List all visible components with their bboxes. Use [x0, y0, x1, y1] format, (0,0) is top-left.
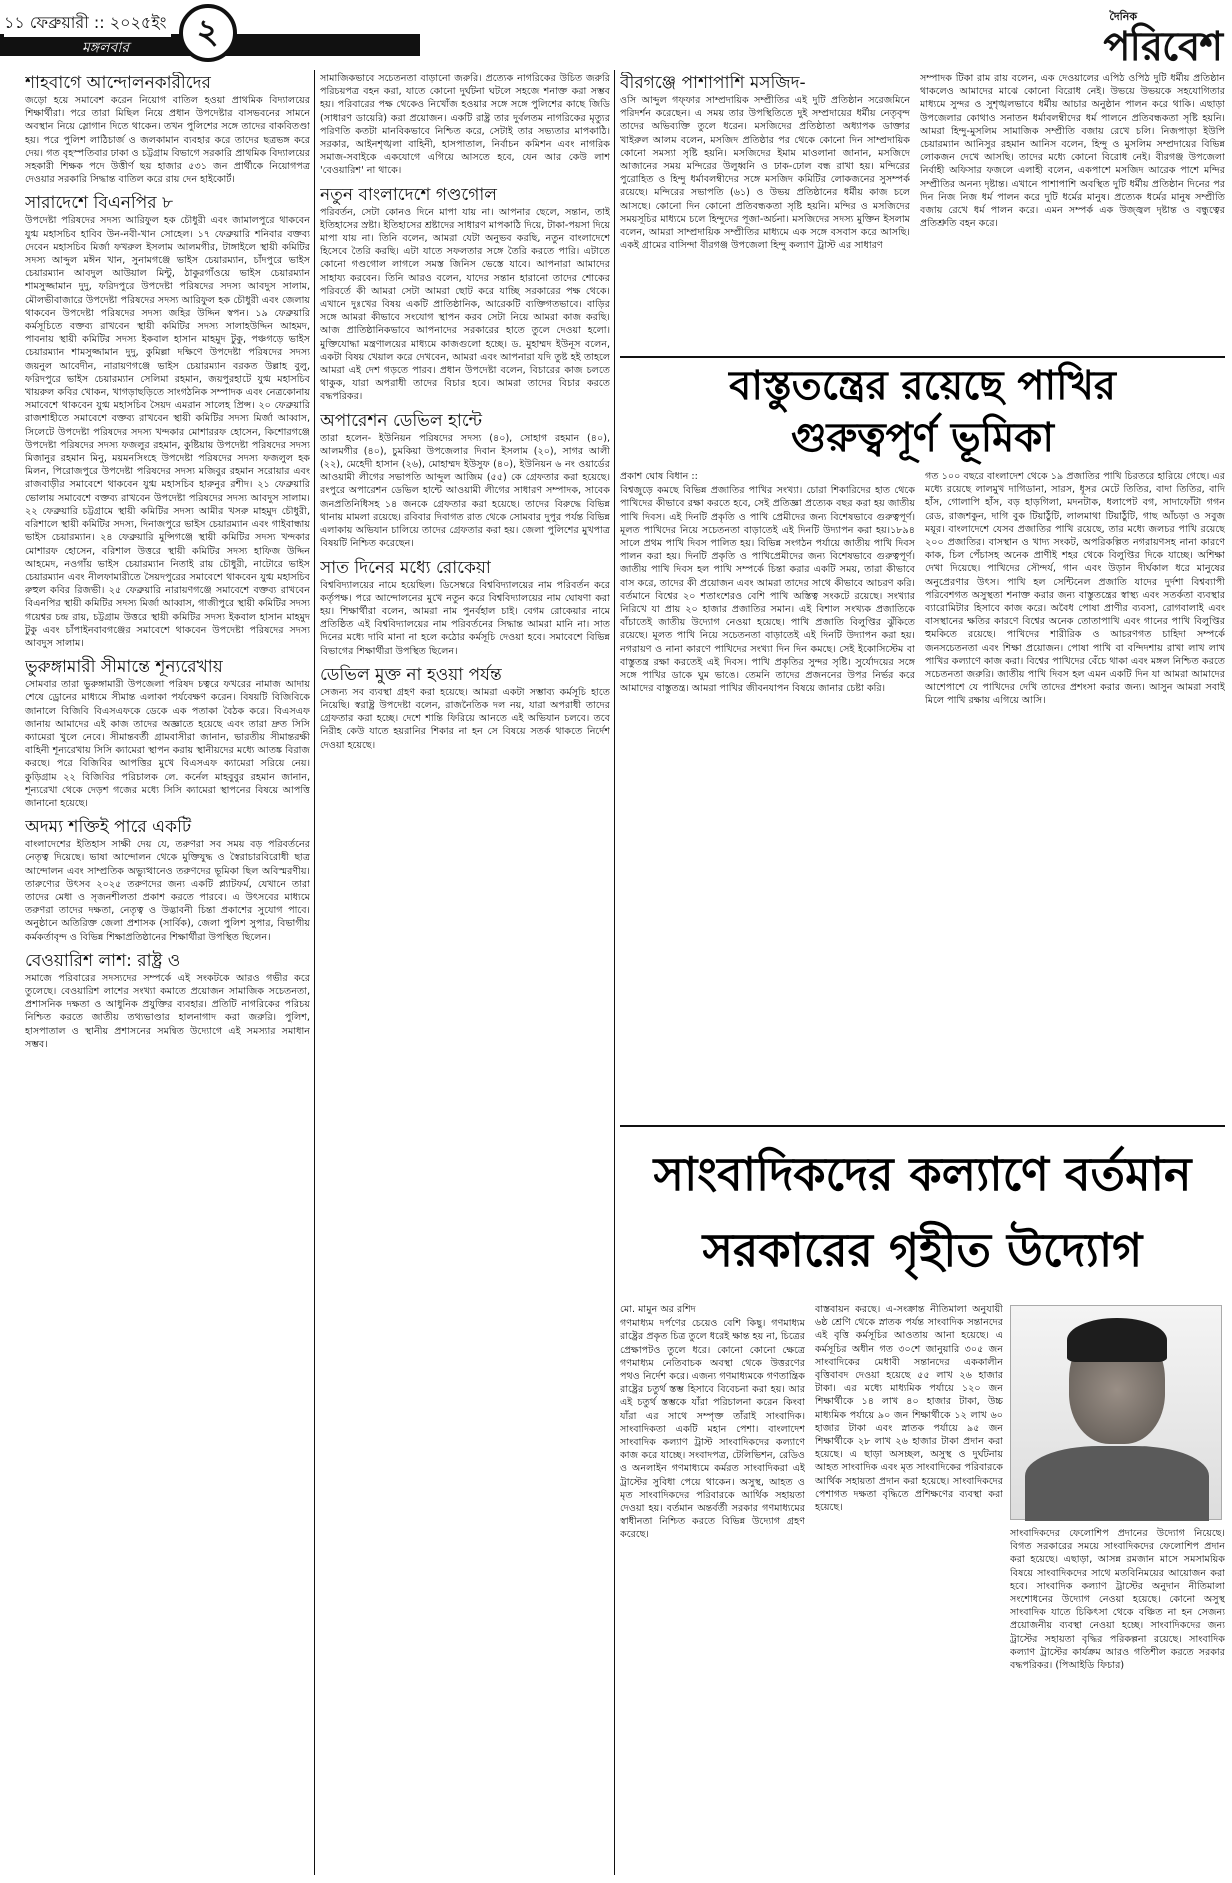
- section-rule: [620, 1125, 1225, 1127]
- journalist-col-c: [1010, 1527, 1225, 1877]
- article-title: অপারেশন ডেভিল হান্টে: [320, 410, 483, 431]
- article-text: সোমবার তারা ভুরুঙ্গামারী উপজেলা পরিষদ চত্বরে ফখরের নামাজ আদায় শেষে ড্রোনের মাধ্যমে সীমান্ত এলাকা পর্যবেক্ষণ করেন। বিষয়টি বিজিবিকে জানালে বিজিবি বিএসএফকে ডেকে এক পতাকা বৈঠক করে। বিএসএফ জানায় আমাদের এই কাজ তাদের অজ্ঞাতে হয়েছে এবং তারা দ্রুত সিসি ক্যামেরা খুলে নেবে। সীমান্তবর্তী গ্রামবাসীরা জানান, ভারতীয় সীমান্তরক্ষী বাহিনী শূন্যরেখায় সিসি ক্যামেরা স্থাপন করায় স্থানীয়দের মধ্যে আতঙ্ক বিরাজ করছে। পরে বিজিবির আপত্তির মুখে বিএসএফ ক্যামেরা সরিয়ে নেয়। কুড়িগ্রাম ২২ বিজিবির পরিচালক লে. কর্নেল মাহবুবুর রহমান জানান, শূন্যরেখা থেকে দেড়শ গজের মধ্যে সিসি ক্যামেরা স্থাপনের বিষয়ে আপত্তি জানানো হয়েছে।: [25, 679, 310, 809]
- section-rule: [620, 356, 1225, 358]
- article-title: অদম্য শক্তিই পারে একটি: [25, 817, 192, 838]
- article-text: উপদেষ্টা পরিষদের সদস্য আরিফুল হক চৌধুরী এবং জামালপুরে থাকবেন যুগ্ম মহাসচিব হাবিব উন-নবী-খান সোহেল। ১৭ ফেব্রুয়ারি শনিবার বক্তব্য দেবেন মহাসচিব মির্জা ফখরুল ইসলাম আলমগীর, টাঙ্গাইলে স্থায়ী কমিটির সদস্য আব্দুল মঈন খান, সুনামগঞ্জে ভাইস চেয়ারম্যান, চাঁদপুরে ভাইস চেয়ারম্যান আবদুল আউয়াল মিন্টু, ঠাকুরগাঁওয়ে ভাইস চেয়ারম্যান শামসুজ্জামান দুদু, ফরিদপুরে উপদেষ্টা পরিষদের সদস্য আবদুস সালাম, মৌলভীবাজারে উপদেষ্টা পরিষদের সদস্য আরিফুল হক চৌধুরী এবং জেলায় থাকবেন উপদেষ্টা পরিষদের সদস্য জহির উদ্দিন স্বপন। ১৯ ফেব্রুয়ারি কর্মসূচিতে বক্তব্য রাখবেন স্থায়ী কমিটির সদস্য সালাহউদ্দিন আহমদ, পাবনায় স্থায়ী কমিটির সদস্য ইকবাল হাসান মাহমুদ টুকু, পঞ্চগড়ে ভাইস চেয়ারম্যান শামসুজ্জামান দুদু, কুমিল্লা দক্ষিণে উপদেষ্টা পরিষদের সদস্য জয়নুল আবেদীন, নারায়ণগঞ্জে ভাইস চেয়ারম্যান বরকত উল্লাহ বুলু, ফরিদপুরে ভাইস চেয়ারম্যান সেলিমা রহমান, জয়পুরহাটে যুগ্ম মহাসচিব খায়রুল কবির খোকন, খাগড়াছড়িতে সাংগঠনিক সম্পাদক এবং নেত্রকোনায় সমাবেশে থাকবেন যুগ্ম মহাসচিব সৈয়দ এমরান সালেহ প্রিন্স। ২০ ফেব্রুয়ারি রাজশাহীতে সমাবেশে বক্তব্য রাখবেন স্থায়ী কমিটির সদস্য মির্জা আব্বাস, সিলেটে উপদেষ্টা পরিষদের সদস্য খন্দকার মোশাররফ হোসেন, কিশোরগঞ্জে উপদেষ্টা পরিষদের সদস্য ফজলুর রহমান, কুষ্টিয়ায় উপদেষ্টা পরিষদের সদস্য মিজানুর রহমান মিনু, ময়মনসিংহে উপদেষ্টা পরিষদের সদস্য ফজলুল হক মিলন, পিরোজপুরে উপদেষ্টা পরিষদের সদস্য মজিবুর রহমান সরোয়ার এবং রাজবাড়ীর সমাবেশে থাকবেন যুগ্ম মহাসচিব হারুনুর রশীদ। ২১ ফেব্রুয়ারি ভোলায় সমাবেশে বক্তব্য রাখবেন উপদেষ্টা পরিষদের সদস্য আবদুস সালাম। ২২ ফেব্রুয়ারি চট্টগ্রামে স্থায়ী কমিটির সদস্য আমীর খসরু মাহমুদ চৌধুরী, বরিশালে স্থায়ী কমিটির সদস্য, দিনাজপুরে ভাইস চেয়ারম্যান এবং গাইবান্ধায় ভাইস চেয়ারম্যান। ২৪ ফেব্রুয়ারি মুন্সিগঞ্জে স্থায়ী কমিটির সদস্য খন্দকার মোশারফ হোসেন, বরিশাল উত্তরে স্থায়ী কমিটির সদস্য হাফিজ উদ্দিন আহমেদ, নওগাঁয় ভাইস চেয়ারম্যান নিতাই রায় চৌধুরী, নাটোরে ভাইস চেয়ারম্যান এবং নীলফামারীতে সৈয়দপুরের সমাবেশে থাকবেন যুগ্ম মহাসচিব রুহুল কবির রিজভী। ২৫ ফেব্রুয়ারি নারায়ণগঞ্জে সমাবেশে বক্তব্য রাখবেন বিএনপির স্থায়ী কমিটির সদস্য মির্জা আব্বাস, গাজীপুরে স্থায়ী কমিটির সদস্য গয়েশ্বর চন্দ্র রায়, চট্টগ্রাম উত্তরে স্থায়ী কমিটির সদস্য ইকবাল হাসান মাহমুদ টুকু এবং চাঁপাইনবাবগঞ্জের সমাবেশে থাকবেন উপদেষ্টা পরিষদের সদস্য আবদুস সালাম।: [25, 215, 310, 649]
- weekday-bar: মঙ্গলবার: [0, 34, 420, 56]
- photo-hair: [1067, 1318, 1167, 1362]
- article-text: বাংলাদেশের ইতিহাস সাক্ষী দেয় যে, তরুণরা সব সময় বড় পরিবর্তনের নেতৃত্ব দিয়েছে। ভাষা আন্দোলন থেকে মুক্তিযুদ্ধ ও স্বৈরাচারবিরোধী ছাত্র আন্দোলন এবং সাম্প্রতিক অভ্যুত্থানেও তরুণদের ভূমিকা ছিল অবিস্মরণীয়। তারুণ্যের উৎসব ২০২৫ তরুণদের জন্য একটি প্ল্যাটফর্ম, যেখানে তারা তাদের মেধা ও সৃজনশীলতা প্রকাশ করতে পারবে। এ উৎসবের মাধ্যমে তরুণরা তাদের দক্ষতা, নেতৃত্ব ও উদ্ভাবনী চিন্তা প্রকাশের সুযোগ পাবে। অনুষ্ঠানে অতিরিক্ত জেলা প্রশাসক (সার্বিক), জেলা পুলিশ সুপার, বিভাগীয় কর্মকর্তাবৃন্দ ও বিভিন্ন শিক্ষাপ্রতিষ্ঠানের শিক্ষার্থীরা উপস্থিত ছিলেন।: [25, 839, 310, 943]
- byline: প্রকাশ ঘোষ বিধান ::: [620, 471, 698, 482]
- article-title: ভুরুঙ্গামারী সীমান্তে শূন্যরেখায়: [25, 657, 223, 678]
- logo-big: পরিবেশ: [1103, 24, 1222, 70]
- article-text: সমাজে পরিবারের সদস্যদের সম্পর্কে এই সংকটকে আরও গভীর করে তুলেছে। বেওয়ারিশ লাশের সংখ্যা কমাতে প্রয়োজন সামাজিক সচেতনতা, প্রশাসনিক দক্ষতা ও আধুনিক প্রযুক্তির ব্যবহার। প্রতিটি নাগরিকের পরিচয় নিশ্চিত করতে জাতীয় তথ্যভাণ্ডার হালনাগাদ করা জরুরি। পুলিশ, হাসপাতাল ও স্থানীয় প্রশাসনের সমন্বিত উদ্যোগে এই সমস্যার সমাধান সম্ভব।: [25, 972, 310, 1050]
- mosque-article-continued: [920, 72, 1225, 352]
- column-2: [320, 72, 610, 1877]
- article-title: সারাদেশে বিএনপির ৮: [25, 193, 174, 214]
- article-title: ডেভিল মুক্ত না হওয়া পর্যন্ত: [320, 664, 502, 685]
- journalist-headline-2: সরকারের গৃহীত উদ্যোগ: [702, 1223, 1143, 1277]
- article-text: বিশ্বজুড়ে কমছে বিভিন্ন প্রজাতির পাখির সংখ্যা। চোরা শিকারিদের হাত থেকে পাখিদের কীভাবে রক্ষা করতে হবে, সেই প্রতিজ্ঞা প্রত্যেক বছর করা হয় জাতীয় পাখি দিবস। এই দিনটি প্রকৃতি ও পাখি প্রেমীদের জন্য বিশেষভাবে গুরুত্বপূর্ণ। মূলত পাখিদের নিয়ে সচেতনতা বাড়াতেই এই দিনটি উদ্যাপন করা হয়।১৮৯৪ সালে প্রথম পাখি দিবস পালিত হয়। বিভিন্ন সংগঠন পর্যায়ে জাতীয় পাখি দিবস পালন করা হয়। দিনটি প্রকৃতি ও পাখিপ্রেমীদের জন্য বিশেষভাবে গুরুত্বপূর্ণ। জাতীয় পাখি দিবস হল পাখি সম্পর্কে চিন্তা করার একটি সময়, তারা কীভাবে বাস করে, তাদের কী প্রয়োজন এবং আমরা তাদের সাথে কীভাবে আচরণ করি। বর্তমানে বিশ্বের ২০ শতাংশেরও বেশি পাখি অস্তিত্ব সংকটে রয়েছে। সংখ্যার নিরিখে যা প্রায় ২০ হাজার প্রজাতির সমান। এই বিশাল সংখ্যক প্রজাতিকে বাঁচাতেই জাতীয় উদ্যোগ নেওয়া হয়েছে। পাখি প্রজাতি বিলুপ্তির ঝুঁকিতে রয়েছে। মূলত পাখি নিয়ে সচেতনতা বাড়াতেই এই দিনটি উদ্যাপন করা হয়। নগরায়ণ ও নানা কারণে পাখিদের সংখ্যা দিন দিন কমছে। সেই ইকোসিস্টেম বা বাস্তুতন্ত্র রক্ষা করতেই এই দিবস। পাখি প্রকৃতির সুন্দর সৃষ্টি। সুর্যোদয়ের সঙ্গে সঙ্গে পাখির ডাকে ঘুম ভাঙে। তেমনি তাদের প্রজননের উপর নির্ভর করে আমাদের বাস্তুতন্ত্র। আমরা পাখির জীবনযাপন বিষয়ে জানার চেষ্টা করি।: [620, 485, 915, 695]
- journalist-col-a: [620, 1303, 805, 1878]
- article-title: নতুন বাংলাদেশে গণ্ডগোল: [320, 184, 497, 205]
- journalist-headline: [620, 1136, 1225, 1288]
- article-text: বাস্তবায়ন করছে। এ-সংক্রান্ত নীতিমালা অনুযায়ী ৬ষ্ঠ শ্রেণি থেকে স্নাতক পর্যন্ত সাংবাদিক সন্তানদের এই বৃত্তি কর্মসূচির আওতায় আনা হয়েছে। এ কর্মসূচির অধীন গত ৩০শে জানুয়ারি ৩০৫ জন সাংবাদিকের মেধাবী সন্তানদের এককালীন বৃত্তিবাবদ দেওয়া হয়েছে ৫৫ লাখ ২৬ হাজার টাকা। এর মধ্যে মাধ্যমিক পর্যায়ে ১২০ জন শিক্ষার্থীকে ১৪ লাখ ৪০ হাজার টাকা, উচ্চ মাধ্যমিক পর্যায়ে ৯০ জন শিক্ষার্থীকে ১২ লাখ ৬০ হাজার টাকা এবং স্নাতক পর্যায়ে ৯৫ জন শিক্ষার্থীকে ২৮ লাখ ২৬ হাজার টাকা প্রদান করা হয়েছে। এ ছাড়া অসচ্ছল, অসুস্থ ও দুর্ঘটনায় আহত সাংবাদিক এবং মৃত সাংবাদিকের পরিবারকে আর্থিক সহায়তা প্রদান করা হয়েছে। সাংবাদিকদের পেশাগত দক্ষতা বৃদ্ধিতে প্রশিক্ষণের ব্যবস্থা করা হয়েছে।: [815, 1304, 1003, 1514]
- page-number: ২: [179, 4, 237, 62]
- article-text: সম্পাদক টিকা রাম রায় বলেন, এক দেওয়ালের এপিঠ ওপিঠ দুটি ধর্মীয় প্রতিষ্ঠান থাকলেও আমাদের মাঝে কোনো বিরোধ নেই। উভয়ে উভয়কে সহযোগিতার মাধ্যমে সুন্দর ও সুশৃঙ্খলভাবে ধর্মীয় আচার অনুষ্ঠান পালন করে থাকি। এছাড়া উপজেলার কোথাও সনাতন ধর্মাবলম্বীদের ধর্ম পালনে প্রতিবন্ধকতা সৃষ্টি হয়নি। আমরা হিন্দু-মুসলিম সামাজিক সম্প্রীতি বজায় রেখে চলি। নিজপাড়া ইউপি চেয়ারম্যান আনিসুর রহমান আনিস বলেন, হিন্দু ও মুসলিম সম্প্রদায়ের বিভিন্ন লোকজন দেখে আসছি। তাদের মধ্যে কোনো বিরোধ নেই। বীরগঞ্জ উপজেলা নির্বাহী অফিসার ফজলে এলাহী বলেন, একপাশে মসজিদ আরেক পাশে মন্দির সম্প্রীতির অনন্য দৃষ্টান্ত। এখানে পাশাপাশি অবস্থিত দুটি ধর্মীয় প্রতিষ্ঠান দিনের পর দিন নিজ নিজ ধর্ম পালন করে দুটি ধর্মের মানুষ। প্রত্যেক ধর্মের মানুষ সম্প্রীতি বজায় রেখে ধর্ম পালন করে। এমন সম্পর্ক এক উজ্জ্বল দৃষ্টান্ত ও বন্ধুত্বের প্রতিশ্রুতি বহন করে।: [920, 73, 1225, 230]
- issue-date: ১১ ফেব্রুয়ারী :: ২০২৫ইং: [4, 10, 171, 37]
- photo-body: [1025, 1446, 1209, 1521]
- article-text: পরিবর্তন, সেটা কোনও দিনে মাপা যায় না। আপনার ছেলে, সন্তান, তাই ইতিহাসের স্রষ্টা। ইতিহাসের শ্রষ্টাদের সাধারণ মাপকাঠি দিয়ে, টাকা-পয়সা দিয়ে মাপা যায় না। তিনি বলেন, আমরা যেটা অনুভব করছি, নতুন বাংলাদেশে হিসেবে তৈরি করছি। এটা যাতে সফলতার সঙ্গে তৈরি করতে পারি। এটাতে কোনো গণ্ডগোল লাগলে সমস্ত জিনিস ভেস্তে যাবে। আপনারা আমাদের সাহায্য করবেন। তিনি আরও বলেন, যাদের সন্তান হারানো তাদের শোকের পরিবর্তে কী আমরা সেটা আমরা ছোট করে যাচ্ছি সরকারের পক্ষ থেকে। এখানে দুঃখের বিষয় একটি প্রাতিষ্ঠানিক, আরেকটি ব্যক্তিগতভাবে। বাড়ির সঙ্গে আমরা কীভাবে সংযোগ স্থাপন করব সেটা নিয়ে আমরা কাজ করছি। আজ প্রাতিষ্ঠানিকভাবে আপনাদের সরকারের হাতে তুলে দেওয়া হলো। মুক্তিযোদ্ধা মন্ত্রণালয়ের মাধ্যমে কাজগুলো হচ্ছে। ড. মুহাম্মদ ইউনূস বলেন, একটা বিষয় খেয়াল করে দেখবেন, আমরা এবং আপনারা যদি তুষ্ট হই তাহলে আমরা এই দেশ গড়তে পারব। প্রধান উপদেষ্টা বলেন, বিচারের কাজ চলতে থাকুক, যারা অপরাধী তাদের বিচার হবে। আমরা তাদের বিচার করতে বদ্ধপরিকর।: [320, 206, 610, 403]
- bird-article-left: [620, 470, 915, 1115]
- logo-small: দৈনিক: [1109, 10, 1138, 23]
- bird-headline-2: গুরুত্বপূর্ণ ভূমিকা: [791, 415, 1054, 461]
- author-photo: [1010, 1305, 1222, 1520]
- article-text: ওসি আব্দুল গফ্ফার সাম্প্রদায়িক সম্প্রীতির এই দুটি প্রতিষ্ঠান সরেজমিনে পরিদর্শন করেছেন। এ সময় তার উপস্থিতিতে দুই সম্প্রদায়ের ধর্মীয় নেতৃবৃন্দ তাদের অভিব্যক্তি তুলে ধরেন। মসজিদের প্রতিষ্ঠাতা অধ্যাপক ডাক্তার খাইরুল আলম বলেন, মসজিদ প্রতিষ্ঠার পর থেকে কোনো দিন সাম্প্রদায়িক কোনো সমস্যা সৃষ্টি হয়নি। মসজিদের ইমাম মাওলানা জানান, মসজিদে আজানের সময় মন্দিরের উলুধ্বনি ও ঢাক-ঢোল বন্ধ রাখা হয়। মন্দিরের পুরোহিত ও হিন্দু ধর্মাবলম্বীদের সঙ্গে মসজিদ কমিটির লোকজনের সুসম্পর্ক রয়েছে। মন্দিরের সভাপতি (৬১) ও উভয় প্রতিষ্ঠানের ধর্মীয় কাজ চলে আসছে। কোনো দিন কোনো প্রতিবন্ধকতা সৃষ্টি হয়নি। মন্দির ও মসজিদের সময়সূচির মাধ্যমে চলে হিন্দুদের পূজা-অর্চনা। মসজিদের সদস্য মুক্তিন ইসলাম বলেন, আমরা সাম্প্রদায়িক সম্প্রীতির মাধ্যমে এক সঙ্গে বসবাস করে আসছি। একই গ্রামের বাসিন্দা বীরগঞ্জ উপজেলা হিন্দু কল্যাণ ট্রাস্ট এর সাধারণ: [620, 95, 910, 252]
- column-divider: [314, 70, 315, 1875]
- byline: মো. মামুন অর রশিদ: [620, 1304, 696, 1315]
- mosque-article: [620, 72, 910, 352]
- article-text: সাংবাদিকদের ফেলোশিপ প্রদানের উদ্যোগ নিয়েছে। বিগত সরকারের সময়ে সাংবাদিকদের ফেলোশিপ প্রদান করা হয়েছে। এছাড়া, আসন্ন রমজান মাসে সমসাময়িক বিষয়ে সাংবাদিকদের সাথে মতবিনিময়ের আয়োজন করা হবে। সাংবাদিক কল্যাণ ট্রাস্টের অনুদান নীতিমালা সংশোধনের উদ্যোগ নেওয়া হয়েছে। কোনো অসুস্থ সাংবাদিক যাতে চিকিৎসা থেকে বঞ্চিত না হন সেজন্য প্রয়োজনীয় ব্যবস্থা নেওয়া হচ্ছে। সাংবাদিকদের জন্য ট্রাস্টের সহায়তা বৃদ্ধির পরিকল্পনা রয়েছে। সাংবাদিক কল্যাণ ট্রাস্টের কার্যক্রম আরও গতিশীল করতে সরকার বদ্ধপরিকর। (পিআইডি ফিচার): [1010, 1528, 1225, 1672]
- journalist-col-b: [815, 1303, 1003, 1878]
- article-text: গণমাধ্যম দর্পণের চেয়েও বেশি কিছু। গণমাধ্যম রাষ্ট্রের প্রকৃত চিত্র তুলে ধরেই ক্ষান্ত হয় না, চিত্রের প্রেক্ষাপটও তুলে ধরে। কোনো কোনো ক্ষেত্রে গণমাধ্যম নেতিবাচক অবস্থা থেকে উত্তরণের পথও নির্দেশ করে। এজন্য গণমাধ্যমকে গণতান্ত্রিক রাষ্ট্রের চতুর্থ স্তম্ভ হিসাবে বিবেচনা করা হয়। আর এই চতুর্থ স্তম্ভকে যাঁরা পরিচালনা করেন কিংবা যাঁরা এর সাথে সম্পৃক্ত তাঁরাই সাংবাদিক। সাংবাদিকতা একটি মহান পেশা। বাংলাদেশ সাংবাদিক কল্যাণ ট্রাস্ট সাংবাদিকদের কল্যাণে কাজ করে যাচ্ছে। সংবাদপত্র, টেলিভিশন, রেডিও ও অনলাইন গণমাধ্যমে কর্মরত সাংবাদিকরা এই ট্রাস্টের সুবিধা পেয়ে থাকেন। অসুস্থ, আহত ও মৃত সাংবাদিকদের পরিবারকে আর্থিক সহায়তা দেওয়া হয়। বর্তমান অন্তর্বর্তী সরকার গণমাধ্যমের স্বাধীনতা নিশ্চিত করতে বিভিন্ন উদ্যোগ গ্রহণ করেছে।: [620, 1318, 805, 1541]
- article-title: বীরগঞ্জে পাশাপাশি মসজিদ-: [620, 73, 806, 93]
- header-row: [4, 4, 237, 62]
- article-text: বিশ্ববিদ্যালয়ের নামে হয়েছিল। ডিসেম্বরে বিশ্ববিদ্যালয়ের নাম পরিবর্তন করে কর্তৃপক্ষ। পরে আন্দোলনের মুখে নতুন করে বিশ্ববিদ্যালয়ের নাম ঘোষণা করা হয়। শিক্ষার্থীরা বলেন, আমরা নাম পুনর্বহাল চাই। বেগম রোকেয়ার নামে প্রতিষ্ঠিত এই বিশ্ববিদ্যালয়ের নাম পরিবর্তনের সিদ্ধান্ত আমরা মানি না। সাত দিনের মধ্যে দাবি মানা না হলে কঠোর কর্মসূচি দেওয়া হবে। সমাবেশে বিভিন্ন বিভাগের শিক্ষার্থীরা উপস্থিত ছিলেন।: [320, 579, 610, 657]
- article-title: বেওয়ারিশ লাশ: রাষ্ট্র ও: [25, 950, 181, 971]
- article-title: শাহবাগে আন্দোলনকারীদের: [25, 73, 211, 93]
- journalist-headline-1: সাংবাদিকদের কল্যাণে বর্তমান: [653, 1147, 1192, 1201]
- bird-article-right: [925, 470, 1225, 1115]
- column-1: [25, 72, 310, 1877]
- column-divider: [614, 70, 615, 1875]
- bird-headline: [620, 360, 1225, 464]
- article-text: জড়ো হয়ে সমাবেশ করেন নিয়োগ বাতিল হওয়া প্রাথমিক বিদ্যালয়ের শিক্ষার্থীরা। পরে তারা মিছিল নিয়ে প্রধান উপদেষ্টার বাসভবনের সামনে অবস্থান নিয়ে স্লোগান দিতে থাকেন। তখন পুলিশের সঙ্গে তাদের বাকবিতণ্ডা হয়। পরে পুলিশ লাঠিচার্জ ও জলকামান ব্যবহার করে তাদের ছত্রভঙ্গ করে দেয়। গত বৃহস্পতিবার ঢাকা ও চট্টগ্রাম বিভাগে সরকারি প্রাথমিক বিদ্যালয়ের সহকারী শিক্ষক পদে উত্তীর্ণ ছয় হাজার ৫৩১ জন প্রার্থীকে নিয়োগপত্র দেওয়ার সরকারি সিদ্ধান্ত বাতিল করে রায় দেন হাইকোর্ট।: [25, 95, 310, 186]
- article-text: গত ১০০ বছরে বাংলাদেশ থেকে ১৯ প্রজাতির পাখি চিরতরে হারিয়ে গেছে। এর মধ্যে রয়েছে লালমুখ দাগিডানা, সারস, ধূসর মেটে তিতির, বাদা তিতির, বাদি হাঁস, গোলাপি হাঁস, বড় হাড়গিলা, মদনটাক, ধলাপেট বগ, সাদাফোঁটা গগন রেড, রাজশকুন, দাগি বুক টিয়াঠুঁটি, লালমাথা টিয়াঠুঁটি, গাছ আঁচড়া ও সবুজ ময়ূর। বাংলাদেশে যেসব প্রজাতির পাখি রয়েছে, তার মধ্যে জলচর পাখি রয়েছে ২০০ প্রজাতির। বাসস্থান ও খাদ্য সংকট, অপরিকল্পিত নগরায়ণসহ নানা কারণে কাক, চিল পেঁচাসহ অনেক প্রাণীই শহর থেকে বিলুপ্তির দিকে যাচ্ছে। অশিক্ষা দেখা দিয়েছে। পাখিদের সৌন্দর্য, গান এবং উড়ান দীর্ঘকাল ধরে মানুষের অনুপ্রেরণার উৎস। পাখি হল সেন্টিনেল প্রজাতি যাদের দুর্দশা বিশ্বব্যাপী পরিবেশগত অসুস্থতা শনাক্ত করার জন্য বাস্তুতন্ত্রের স্বাস্থ্য এবং সতর্কতা ব্যবস্থার ব্যারোমিটার হিসাবে কাজ করে। অবৈধ পোষা প্রাণীর ব্যবসা, রোগবালাই এবং বাসস্থানের ক্ষতির কারণে বিশ্বের অনেক তোতাপাখি এবং গানের পাখি বিলুপ্তির হুমকিতে রয়েছে। পাখিদের শারীরিক ও আচরণগত চাহিদা সম্পর্কে জনসচেতনতা এবং শিক্ষা প্রয়োজন। পোষা পাখি বা বন্দিদশায় রাখা লাখ লাখ পাখির কল্যাণে কাজ করা। বিশ্বের পাখিদের বেঁচে থাকা এবং মঙ্গল নিশ্চিত করতে সচেতনতা জরুরি। জাতীয় পাখি দিবস হল এমন একটি দিন যা আমরা আমাদের আশেপাশে যে পাখিদের দেখি তাদের প্রশংসা করার জন্য। আসুন আমরা সবাই মিলে পাখি রক্ষায় এগিয়ে আসি।: [925, 471, 1225, 707]
- newspaper-logo: [1103, 8, 1222, 70]
- bird-headline-1: বাস্তুতন্ত্রের রয়েছে পাখির: [729, 363, 1116, 409]
- article-title: সাত দিনের মধ্যে রোকেয়া: [320, 557, 491, 578]
- article-text: তারা হলেন- ইউনিয়ন পরিষদের সদস্য (৪০), সোহাগ রহমান (৪০), আলমগীর (৪০), চুমকিয়া উপজেলার দিবান ইসলাম (২০), সাগর আলী (২২), মেহেদী হাসান (২৬), মোহাম্মদ ইউসুফ (৪০), ইউনিয়ন ৬ নং ওয়ার্ডের আওয়ামী লীগের সভাপতি আব্দুল আজিম (৫৫) কে গ্রেফতার করা হয়েছে। রংপুরে অপারেশন ডেভিল হান্টে আওয়ামী লীগের সাধারণ সম্পাদক, সাবেক জনপ্রতিনিধিসহ ১৪ জনকে গ্রেফতার করা হয়েছে। তাদের বিরুদ্ধে বিভিন্ন থানায় মামলা রয়েছে। রবিবার দিবাগত রাত থেকে সোমবার দুপুর পর্যন্ত বিভিন্ন এলাকায় অভিযান চালিয়ে তাদের গ্রেফতার করা হয়। জেলা পুলিশের মুখপাত্র বিষয়টি নিশ্চিত করেছেন।: [320, 432, 610, 550]
- article-text: সামাজিকভাবে সচেতনতা বাড়ানো জরুরি। প্রত্যেক নাগরিকের উচিত জরুরি পরিচয়পত্র বহন করা, যাতে কোনো দুর্ঘটনা ঘটলে সহজে শনাক্ত করা সম্ভব হয়। পরিবারের পক্ষ থেকেও নিখোঁজ হওয়ার সঙ্গে সঙ্গে পুলিশের কাছে জিডি (সাধারণ ডায়েরি) করা প্রয়োজন। একটি রাষ্ট্র তার দুর্বলতম নাগরিকের মৃত্যুর পরিণতি কতটা মানবিকভাবে নিশ্চিত করে, সেটাই তার সভ্যতার মাপকাঠি। সরকার, আইনশৃঙ্খলা বাহিনী, হাসপাতাল, নির্বাচন কমিশন এবং নাগরিক সমাজ-সবাইকে একযোগে এগিয়ে আসতে হবে, যেন আর কেউ লাশ 'বেওয়ারিশ' না থাকে।: [320, 73, 610, 177]
- article-text: সেজন্য সব ব্যবস্থা গ্রহণ করা হয়েছে। আমরা একটা সম্ভাব্য কর্মসূচি হাতে নিয়েছি। স্বরাষ্ট্র উপদেষ্টা বলেন, রাজনৈতিক দল নয়, যারা অপরাধী তাদের গ্রেফতার করা হচ্ছে। দেশে শান্তি ফিরিয়ে আনতে এই অভিযান চলবে। তবে নিরীহ কেউ যাতে হয়রানির শিকার না হন সে বিষয়ে সতর্ক থাকতে নির্দেশ দেওয়া হয়েছে।: [320, 686, 610, 751]
